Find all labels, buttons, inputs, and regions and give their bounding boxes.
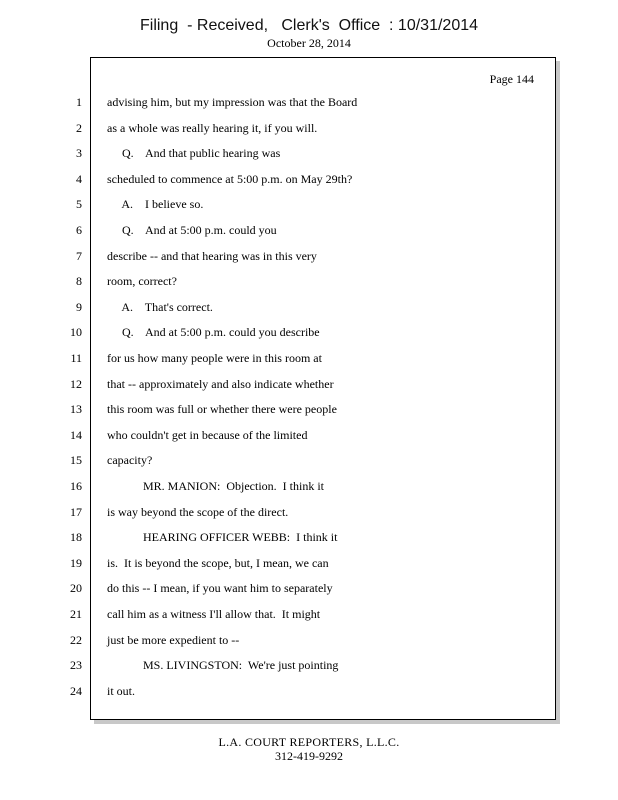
line-number: 17 bbox=[70, 505, 82, 519]
line-number: 10 bbox=[70, 325, 82, 339]
line-number: 6 bbox=[76, 223, 82, 237]
line-number: 7 bbox=[76, 249, 82, 263]
line-text: capacity? bbox=[107, 453, 153, 467]
line-number: 16 bbox=[70, 479, 82, 493]
line-number: 19 bbox=[70, 556, 82, 570]
line-text: Q. And at 5:00 p.m. could you describe bbox=[107, 325, 320, 339]
line-text: do this -- I mean, if you want him to separately bbox=[107, 581, 333, 595]
line-text: that -- approximately and also indicate whether bbox=[107, 377, 334, 391]
line-number: 18 bbox=[70, 530, 82, 544]
line-text: A. That's correct. bbox=[107, 300, 213, 314]
line-number: 3 bbox=[76, 146, 82, 160]
line-text: Q. And at 5:00 p.m. could you bbox=[107, 223, 277, 237]
line-text: scheduled to commence at 5:00 p.m. on May 29th? bbox=[107, 172, 353, 186]
header-date: October 28, 2014 bbox=[267, 36, 351, 50]
filing-stamp: Filing - Received, Clerk's Office : 10/31/2014 bbox=[139, 17, 479, 34]
line-text: MS. LIVINGSTON: We're just pointing bbox=[107, 658, 339, 672]
line-number: 4 bbox=[76, 172, 82, 186]
line-text: as a whole was really hearing it, if you will. bbox=[107, 121, 318, 135]
line-text: is way beyond the scope of the direct. bbox=[107, 505, 289, 519]
reporter-phone: 312-419-9292 bbox=[275, 749, 343, 763]
line-text: this room was full or whether there were people bbox=[107, 402, 337, 416]
line-text: is. It is beyond the scope, but, I mean, we can bbox=[107, 556, 329, 570]
line-number: 2 bbox=[76, 121, 82, 135]
line-number: 8 bbox=[76, 274, 82, 288]
line-text: A. I believe so. bbox=[107, 197, 204, 211]
line-text: describe -- and that hearing was in this very bbox=[107, 249, 317, 263]
line-text: it out. bbox=[107, 684, 136, 698]
line-number: 23 bbox=[70, 658, 82, 672]
line-text: for us how many people were in this room at bbox=[107, 351, 322, 365]
line-text: HEARING OFFICER WEBB: I think it bbox=[107, 530, 338, 544]
page-number: Page 144 bbox=[489, 72, 534, 86]
line-number: 11 bbox=[70, 351, 82, 365]
line-number: 20 bbox=[70, 581, 82, 595]
line-number: 5 bbox=[76, 197, 82, 211]
line-number: 14 bbox=[70, 428, 82, 442]
line-number: 12 bbox=[70, 377, 82, 391]
line-text: call him as a witness I'll allow that. It might bbox=[107, 607, 321, 621]
line-number: 1 bbox=[76, 95, 82, 109]
line-number: 22 bbox=[70, 633, 82, 647]
line-number: 9 bbox=[76, 300, 82, 314]
line-text: MR. MANION: Objection. I think it bbox=[107, 479, 324, 493]
line-number: 15 bbox=[70, 453, 82, 467]
line-text: advising him, but my impression was that the Board bbox=[107, 95, 358, 109]
line-number: 13 bbox=[70, 402, 82, 416]
line-text: who couldn't get in because of the limited bbox=[107, 428, 308, 442]
line-text: Q. And that public hearing was bbox=[107, 146, 281, 160]
line-text: room, correct? bbox=[107, 274, 177, 288]
line-number: 24 bbox=[70, 684, 82, 698]
line-number: 21 bbox=[70, 607, 82, 621]
reporter-name: L.A. COURT REPORTERS, L.L.C. bbox=[218, 735, 400, 749]
line-text: just be more expedient to -- bbox=[107, 633, 240, 647]
